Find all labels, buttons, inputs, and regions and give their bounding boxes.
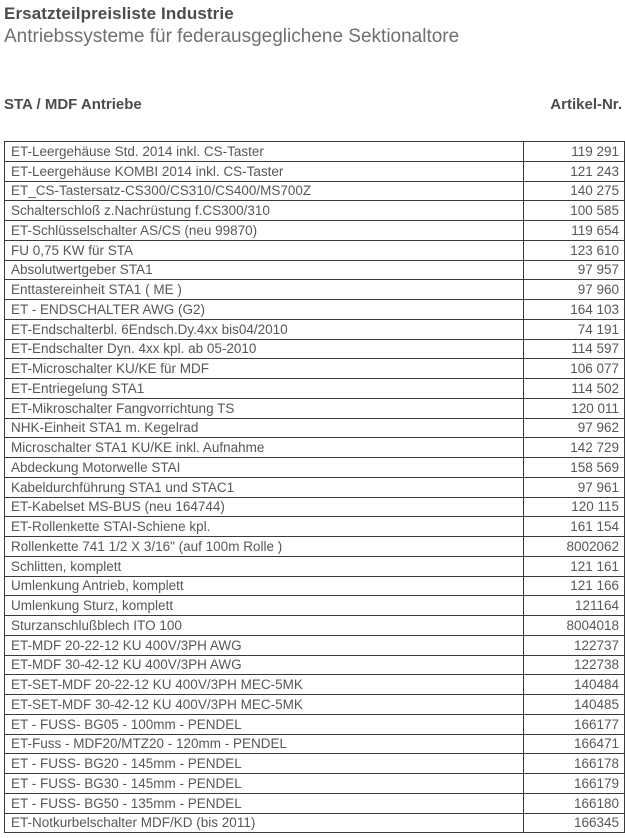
item-description: ET-Mikroschalter Fangvorrichtung TS <box>5 398 524 418</box>
item-description: FU 0,75 KW für STA <box>5 240 524 260</box>
item-article-number: 120 011 <box>524 398 625 418</box>
item-description: ET-Microschalter KU/KE für MDF <box>5 359 524 379</box>
column-header-artikel-nr: Artikel-Nr. <box>550 96 622 113</box>
table-row <box>5 675 625 695</box>
item-article-number: 123 610 <box>524 240 625 260</box>
table-row <box>5 319 625 339</box>
item-article-number: 121 243 <box>524 161 625 181</box>
item-description: Umlenkung Sturz, komplett <box>5 596 524 616</box>
price-table <box>4 141 625 833</box>
item-article-number: 166180 <box>524 793 625 813</box>
item-description: NHK-Einheit STA1 m. Kegelrad <box>5 418 524 438</box>
table-row <box>5 339 625 359</box>
table-row <box>5 418 625 438</box>
item-description: ET-Schlüsselschalter AS/CS (neu 99870) <box>5 221 524 241</box>
table-row <box>5 458 625 478</box>
item-article-number: 8004018 <box>524 616 625 636</box>
table-row <box>5 477 625 497</box>
table-row <box>5 714 625 734</box>
item-description: Sturzanschlußblech ITO 100 <box>5 616 524 636</box>
table-row <box>5 379 625 399</box>
item-description: ET - FUSS- BG05 - 100mm - PENDEL <box>5 714 524 734</box>
item-article-number: 142 729 <box>524 438 625 458</box>
table-row <box>5 537 625 557</box>
section-heading: STA / MDF Antriebe <box>4 96 142 113</box>
item-description: ET-Leergehäuse Std. 2014 inkl. CS-Taster <box>5 142 524 162</box>
item-article-number: 97 957 <box>524 260 625 280</box>
table-row <box>5 221 625 241</box>
table-row <box>5 438 625 458</box>
table-row <box>5 161 625 181</box>
item-description: ET-Leergehäuse KOMBI 2014 inkl. CS-Taster <box>5 161 524 181</box>
table-row <box>5 497 625 517</box>
item-description: ET-SET-MDF 20-22-12 KU 400V/3PH MEC-5MK <box>5 675 524 695</box>
item-article-number: 140 275 <box>524 181 625 201</box>
item-article-number: 114 597 <box>524 339 625 359</box>
item-article-number: 121164 <box>524 596 625 616</box>
item-description: ET-Kabelset MS-BUS (neu 164744) <box>5 497 524 517</box>
table-row <box>5 655 625 675</box>
item-article-number: 121 166 <box>524 576 625 596</box>
item-description: ET-Endschalter Dyn. 4xx kpl. ab 05-2010 <box>5 339 524 359</box>
item-article-number: 114 502 <box>524 379 625 399</box>
item-article-number: 161 154 <box>524 517 625 537</box>
item-description: Schlitten, komplett <box>5 556 524 576</box>
table-row <box>5 359 625 379</box>
item-article-number: 140484 <box>524 675 625 695</box>
item-description: ET - FUSS- BG20 - 145mm - PENDEL <box>5 754 524 774</box>
table-row <box>5 793 625 813</box>
item-description: ET-MDF 20-22-12 KU 400V/3PH AWG <box>5 635 524 655</box>
item-article-number: 122738 <box>524 655 625 675</box>
table-row <box>5 556 625 576</box>
item-description: ET - ENDSCHALTER AWG (G2) <box>5 300 524 320</box>
item-article-number: 97 960 <box>524 280 625 300</box>
item-article-number: 74 191 <box>524 319 625 339</box>
item-article-number: 166177 <box>524 714 625 734</box>
item-description: ET_CS-Tastersatz-CS300/CS310/CS400/MS700Z <box>5 181 524 201</box>
table-row <box>5 517 625 537</box>
table-row <box>5 300 625 320</box>
item-description: ET - FUSS- BG50 - 135mm - PENDEL <box>5 793 524 813</box>
table-row <box>5 813 625 833</box>
table-row <box>5 201 625 221</box>
item-description: ET-SET-MDF 30-42-12 KU 400V/3PH MEC-5MK <box>5 695 524 715</box>
page-subtitle: Antriebssysteme für federausgeglichene Sektionaltore <box>4 26 460 47</box>
item-description: Microschalter STA1 KU/KE inkl. Aufnahme <box>5 438 524 458</box>
item-article-number: 140485 <box>524 695 625 715</box>
item-article-number: 121 161 <box>524 556 625 576</box>
table-row <box>5 280 625 300</box>
item-article-number: 166179 <box>524 774 625 794</box>
item-article-number: 158 569 <box>524 458 625 478</box>
table-row <box>5 734 625 754</box>
table-row <box>5 635 625 655</box>
item-article-number: 119 654 <box>524 221 625 241</box>
item-description: ET - FUSS- BG30 - 145mm - PENDEL <box>5 774 524 794</box>
item-article-number: 8002062 <box>524 537 625 557</box>
table-row <box>5 754 625 774</box>
item-description: Abdeckung Motorwelle STAI <box>5 458 524 478</box>
section-header-row <box>4 96 622 114</box>
table-row <box>5 142 625 162</box>
table-row <box>5 398 625 418</box>
item-article-number: 166345 <box>524 813 625 833</box>
item-description: ET-Fuss - MDF20/MTZ20 - 120mm - PENDEL <box>5 734 524 754</box>
table-row <box>5 616 625 636</box>
item-description: Absolutwertgeber STA1 <box>5 260 524 280</box>
table-row <box>5 596 625 616</box>
item-description: Umlenkung Antrieb, komplett <box>5 576 524 596</box>
price-table-body <box>5 142 625 833</box>
item-description: Kabeldurchführung STA1 und STAC1 <box>5 477 524 497</box>
table-row <box>5 181 625 201</box>
item-article-number: 97 961 <box>524 477 625 497</box>
item-article-number: 120 115 <box>524 497 625 517</box>
item-description: Rollenkette 741 1/2 X 3/16" (auf 100m Rolle ) <box>5 537 524 557</box>
item-article-number: 106 077 <box>524 359 625 379</box>
item-description: ET-Rollenkette STAI-Schiene kpl. <box>5 517 524 537</box>
item-description: ET-Endschalterbl. 6Endsch.Dy.4xx bis04/2010 <box>5 319 524 339</box>
item-description: ET-MDF 30-42-12 KU 400V/3PH AWG <box>5 655 524 675</box>
table-row <box>5 774 625 794</box>
table-row <box>5 260 625 280</box>
page-title: Ersatzteilpreisliste Industrie <box>4 4 234 23</box>
item-article-number: 100 585 <box>524 201 625 221</box>
item-description: Schalterschloß z.Nachrüstung f.CS300/310 <box>5 201 524 221</box>
item-article-number: 119 291 <box>524 142 625 162</box>
item-article-number: 122737 <box>524 635 625 655</box>
item-article-number: 166471 <box>524 734 625 754</box>
item-description: ET-Entriegelung STA1 <box>5 379 524 399</box>
item-article-number: 97 962 <box>524 418 625 438</box>
table-row <box>5 240 625 260</box>
item-description: ET-Notkurbelschalter MDF/KD (bis 2011) <box>5 813 524 833</box>
table-row <box>5 576 625 596</box>
item-article-number: 166178 <box>524 754 625 774</box>
item-article-number: 164 103 <box>524 300 625 320</box>
table-row <box>5 695 625 715</box>
item-description: Enttastereinheit STA1 ( ME ) <box>5 280 524 300</box>
